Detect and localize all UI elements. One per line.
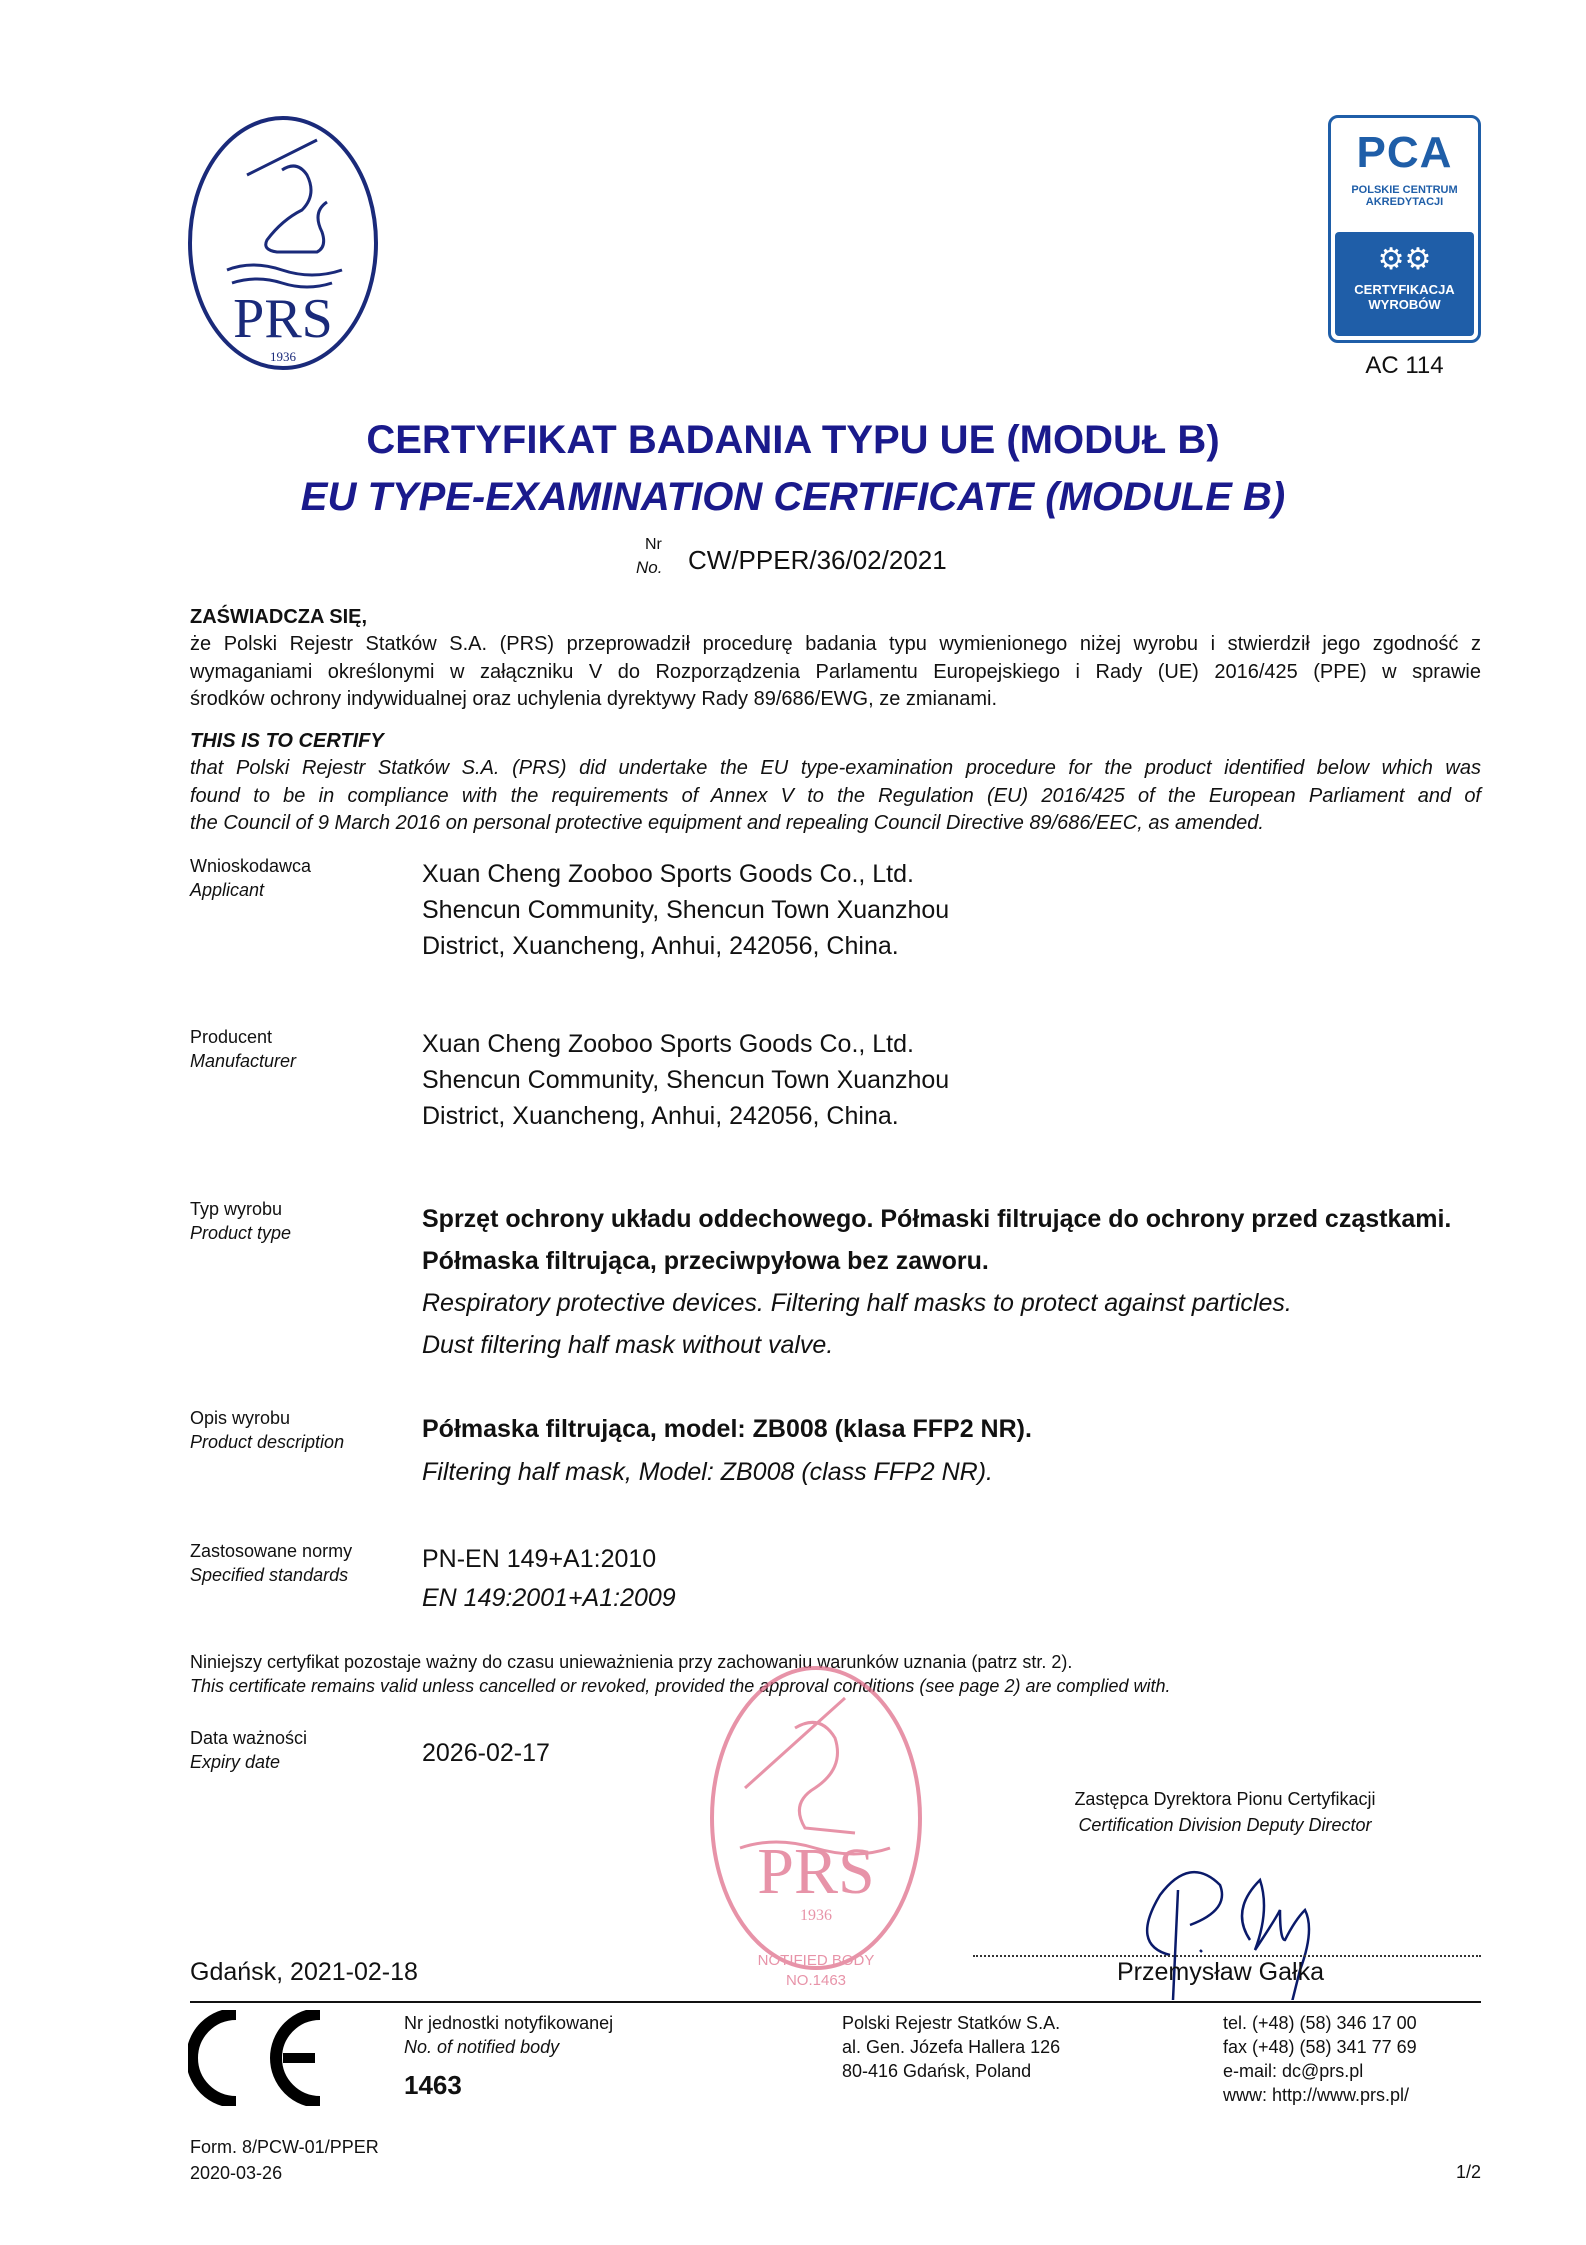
intro-pl-heading: ZAŚWIADCZA SIĘ, — [190, 606, 368, 628]
label-en: Product type — [190, 1223, 292, 1243]
value-line: PN-EN 149+A1:2010 — [422, 1545, 657, 1573]
intro-pl-line: wymaganiami określonymi w załączniku V do Rozporządzenia Parlamentu Europejskiego i Rady (UE) 2016/425 (PPE) w sprawie — [190, 660, 1481, 683]
address-line: 80-416 Gdańsk, Poland — [842, 2061, 1032, 2081]
address-line: al. Gen. Józefa Hallera 126 — [842, 2037, 1061, 2057]
standards-label — [190, 1539, 352, 1587]
pca-box-line: WYROBÓW — [1368, 297, 1441, 312]
nb-number: 1463 — [404, 2070, 462, 2100]
intro-pl-line: że Polski Rejestr Statków S.A. (PRS) przeprowadził procedurę badania typu wymienionego niżej wyrobu i stwierdził jego zgodność z — [190, 633, 1481, 656]
footer-divider — [190, 2001, 1481, 2003]
manufacturer-label — [190, 1025, 296, 1073]
title-pl: CERTYFIKAT BADANIA TYPU UE (MODUŁ B) — [366, 418, 1220, 462]
label-pl: Wnioskodawca — [190, 856, 312, 876]
label-pl: Opis wyrobu — [190, 1408, 291, 1428]
nb-label-en: No. of notified body — [404, 2037, 560, 2057]
product-type-label — [190, 1197, 291, 1245]
value-line: Dust filtering half mask without valve. — [422, 1331, 834, 1359]
value-line: Shencun Community, Shencun Town Xuanzhou — [422, 896, 950, 924]
address — [842, 2011, 1060, 2083]
pca-logo — [1328, 115, 1481, 343]
pca-subtitle: AKREDYTACJI — [1365, 196, 1444, 208]
label-pl: Typ wyrobu — [190, 1199, 283, 1219]
intro-pl-line: środków ochrony indywidualnej oraz uchylenia dyrektywy Rady 89/686/EWG, ze zmianami. — [190, 688, 998, 711]
certificate-number: CW/PPER/36/02/2021 — [688, 545, 947, 575]
signatory-title-en: Certification Division Deputy Director — [1078, 1815, 1372, 1835]
contact — [1223, 2011, 1417, 2107]
value-line: District, Xuancheng, Anhui, 242056, China. — [422, 932, 899, 960]
contact-fax: fax (+48) (58) 341 77 69 — [1223, 2037, 1417, 2057]
ce-mark — [188, 2010, 328, 2111]
value-line: District, Xuancheng, Anhui, 242056, China. — [422, 1102, 899, 1130]
contact-phone: tel. (+48) (58) 346 17 00 — [1223, 2013, 1417, 2033]
svg-text:PRS: PRS — [233, 288, 333, 350]
product-description-label — [190, 1406, 344, 1454]
value-line: Respiratory protective devices. Filtering half masks to protect against particles. — [422, 1289, 1292, 1317]
svg-text:PRS: PRS — [757, 1835, 875, 1908]
accreditation-number: AC 114 — [1365, 352, 1444, 379]
label-en: Manufacturer — [190, 1051, 297, 1071]
pca-certification-box — [1335, 232, 1474, 336]
svg-text:NO.1463: NO.1463 — [785, 1972, 847, 1989]
form-info — [190, 2134, 379, 2186]
signatory-title-pl: Zastępca Dyrektora Pionu Certyfikacji — [1074, 1789, 1376, 1809]
applicant-value — [422, 856, 949, 964]
expiry-label — [190, 1726, 307, 1774]
intro-en — [190, 728, 1481, 838]
standards-value — [422, 1540, 676, 1618]
label-pl: Zastosowane normy — [190, 1541, 353, 1561]
value-line: Półmaska filtrująca, model: ZB008 (klasa FFP2 NR). — [422, 1415, 1032, 1443]
svg-text:1936: 1936 — [270, 349, 296, 364]
label-en: Specified standards — [190, 1565, 349, 1585]
label-en: Product description — [190, 1432, 345, 1452]
notified-body-stamp — [705, 1648, 927, 1993]
signatory-title — [1000, 1787, 1450, 1837]
applicant-label — [190, 854, 311, 902]
svg-text:NOTIFIED BODY: NOTIFIED BODY — [757, 1952, 875, 1969]
intro-pl — [190, 604, 1481, 714]
expiry-date: 2026-02-17 — [422, 1739, 550, 1767]
validity-pl: Niniejszy certyfikat pozostaje ważny do czasu unieważnienia przy zachowaniu warunków uznania (patrz str. 2). — [190, 1652, 1073, 1672]
address-line: Polski Rejestr Statków S.A. — [842, 2013, 1061, 2033]
manufacturer-value — [422, 1026, 949, 1134]
product-type-value — [422, 1198, 1482, 1366]
pca-wordmark: PCA — [1356, 128, 1453, 177]
form-date: 2020-03-26 — [190, 2163, 283, 2183]
gears-icon: ⚙⚙ — [1377, 243, 1432, 276]
value-line: Półmaska filtrująca, przeciwpyłowa bez zaworu. — [422, 1247, 989, 1275]
page-number: 1/2 — [1455, 2162, 1481, 2182]
form-number: Form. 8/PCW-01/PPER — [190, 2137, 379, 2157]
product-description-value — [422, 1408, 1032, 1494]
contact-website[interactable]: www: http://www.prs.pl/ — [1223, 2085, 1410, 2105]
label-pl: Data ważności — [190, 1728, 308, 1748]
intro-en-heading: THIS IS TO CERTIFY — [190, 730, 384, 752]
intro-en-line: that Polski Rejestr Statków S.A. (PRS) did undertake the EU type-examination procedure for the product identified below which was — [190, 757, 1481, 780]
value-line: Xuan Cheng Zooboo Sports Goods Co., Ltd. — [422, 860, 914, 888]
intro-en-line: the Council of 9 March 2016 on personal protective equipment and repealing Council Directive 89/686/EEC, as amended. — [190, 812, 1264, 835]
pca-box-line: CERTYFIKACJA — [1354, 282, 1455, 297]
validity-en: This certificate remains valid unless cancelled or revoked, provided the approval conditions (see page 2) are complied with. — [190, 1676, 1171, 1696]
value-line: Xuan Cheng Zooboo Sports Goods Co., Ltd. — [422, 1030, 914, 1058]
value-line: Filtering half mask, Model: ZB008 (class FFP2 NR). — [422, 1458, 993, 1486]
label-en: Applicant — [190, 880, 265, 900]
pca-subtitle: POLSKIE CENTRUM — [1351, 184, 1458, 196]
signature-line — [973, 1955, 1481, 1957]
value-line: Shencun Community, Shencun Town Xuanzhou — [422, 1066, 950, 1094]
contact-email[interactable]: e-mail: dc@prs.pl — [1223, 2061, 1364, 2081]
nr-label-pl: Nr — [645, 536, 662, 553]
value-line: Sprzęt ochrony układu oddechowego. Półmaski filtrujące do ochrony przed cząstkami. — [422, 1205, 1452, 1233]
svg-text:1936: 1936 — [800, 1907, 832, 1924]
nb-label-pl: Nr jednostki notyfikowanej — [404, 2013, 614, 2033]
intro-en-line: found to be in compliance with the requirements of Annex V to the Regulation (EU) 2016/425 of the European Parliament and of — [190, 784, 1481, 807]
notified-body — [404, 2011, 614, 2100]
title-en: EU TYPE-EXAMINATION CERTIFICATE (MODULE B) — [300, 475, 1286, 519]
label-pl: Producent — [190, 1027, 273, 1047]
nr-label-en: No. — [636, 558, 663, 577]
prs-logo — [187, 115, 379, 371]
place-date: Gdańsk, 2021-02-18 — [190, 1958, 418, 1986]
label-en: Expiry date — [190, 1752, 281, 1772]
value-line: EN 149:2001+A1:2009 — [422, 1584, 676, 1612]
signatory-name: Przemysław Gałka — [1117, 1958, 1324, 1986]
